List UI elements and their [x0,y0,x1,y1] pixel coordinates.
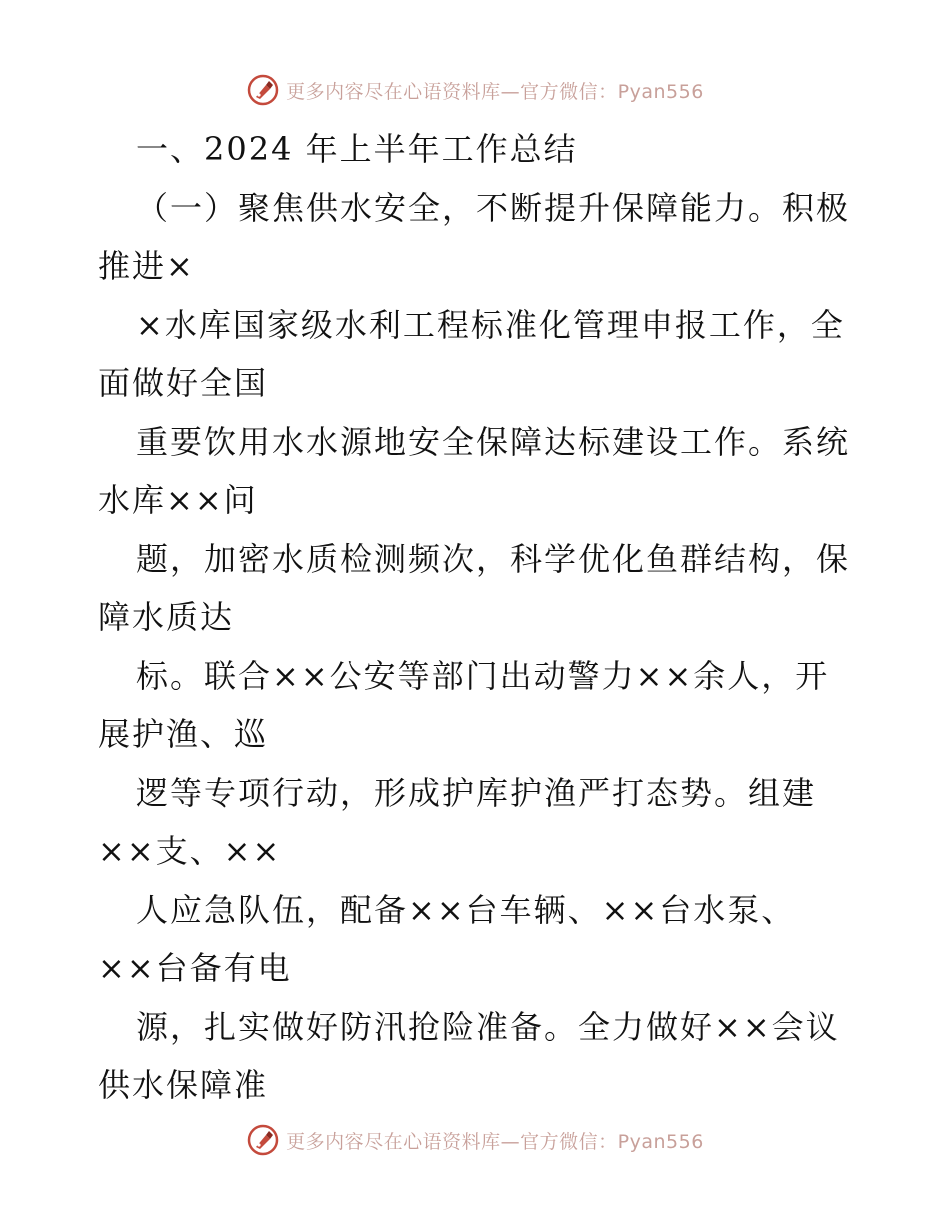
paragraph-line: 人应急队伍，配备××台车辆、××台水泵、 [136,890,796,929]
paragraph-line: 障水质达 [98,598,235,636]
paragraph-line: 源，扎实做好防汛抢险准备。全力做好××会议 [136,1007,840,1046]
paragraph-line: 题，加密水质检测频次，科学优化鱼群结构，保 [136,539,851,578]
watermark-text: 更多内容尽在心语资料库—官方微信：Pyan556 [286,1130,704,1153]
paragraph-line: 供水保障准 [98,1066,269,1104]
document-body [98,120,853,1115]
header-watermark-banner [0,70,950,110]
paragraph-line: 面做好全国 [98,364,269,402]
pen-nib-logo-icon [246,73,280,107]
paragraph-line: 展护渔、巡 [98,715,269,753]
watermark-text: 更多内容尽在心语资料库—官方微信：Pyan556 [286,80,704,103]
paragraph-line: ×水库国家级水利工程标准化管理申报工作，全 [136,305,845,344]
paragraph-line: 重要饮用水水源地安全保障达标建设工作。系统 [136,422,851,461]
paragraph-line: ××台备有电 [98,949,292,987]
footer-watermark-banner [0,1120,950,1160]
paragraph-line: 逻等专项行动，形成护库护渔严打态势。组建 [136,773,817,812]
section-heading: 一、2024 年上半年工作总结 [136,130,578,168]
pen-nib-logo-icon [246,1123,280,1157]
paragraph-line: （一）聚焦供水安全，不断提升保障能力。积极 [136,188,851,227]
paragraph-line: ××支、×× [98,832,282,870]
paragraph-line: 标。联合××公安等部门出动警力××余人，开 [136,656,830,695]
paragraph-line: 推进× [98,247,195,285]
paragraph-line: 水库××问 [98,481,258,519]
